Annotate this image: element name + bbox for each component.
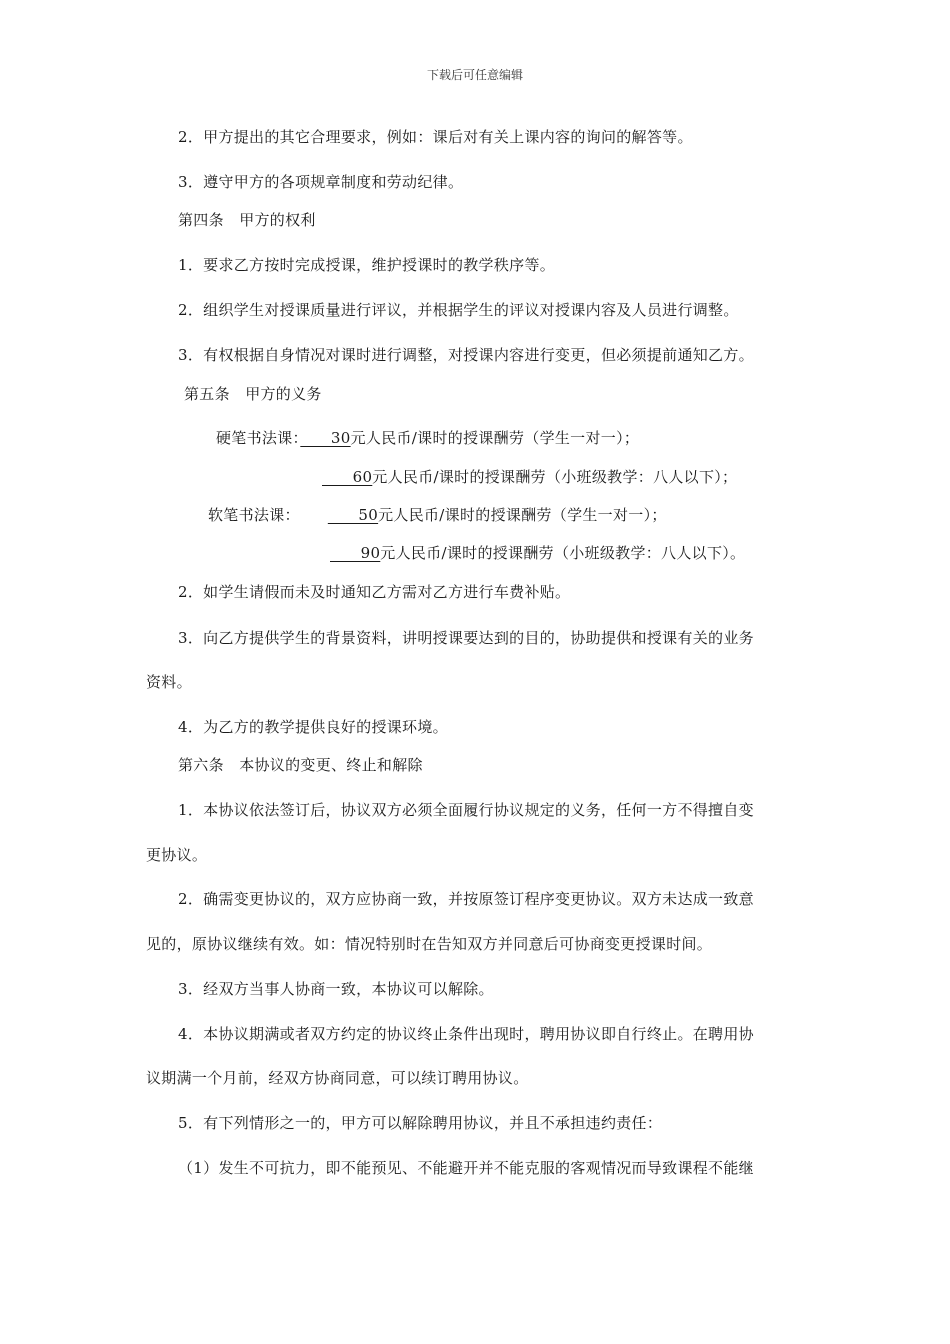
fee-text: 元人民币/课时的授课酬劳（小班级教学：八人以下）； [372,468,738,486]
fee-value: 30 [300,429,351,447]
fee-label: 硬笔书法课： [216,429,301,447]
paragraph: 5．有下列情形之一的，甲方可以解除聘用协议，并且不承担违约责任： [178,1114,663,1132]
paragraph: 议期满一个月前，经双方协商同意，可以续订聘用协议。 [146,1069,529,1087]
fee-text: 元人民币/课时的授课酬劳（学生一对一）； [378,506,667,524]
fee-row-soft-one [208,505,667,525]
paragraph: 更协议。 [146,846,208,864]
fee-text: 元人民币/课时的授课酬劳（小班级教学：八人以下）。 [380,544,746,562]
fee-row-hard-one [216,428,639,448]
paragraph: 2．确需变更协议的，双方应协商一致，并按原签订程序变更协议。双方未达成一致意 [178,890,754,908]
paragraph: 1．要求乙方按时完成授课，维护授课时的教学秩序等。 [178,256,556,274]
fee-label: 软笔书法课： [208,506,300,524]
paragraph: 2．组织学生对授课质量进行评议，并根据学生的评议对授课内容及人员进行调整。 [178,301,739,319]
paragraph: 4．为乙方的教学提供良好的授课环境。 [178,718,448,736]
paragraph: 2．如学生请假而未及时通知乙方需对乙方进行车费补贴。 [178,583,571,601]
paragraph: 4．本协议期满或者双方约定的协议终止条件出现时，聘用协议即自行终止。在聘用协 [178,1025,754,1043]
section-heading: 第六条 本协议的变更、终止和解除 [178,756,423,774]
page-header: 下载后可任意编辑 [426,68,523,82]
fee-row-hard-group [322,467,737,487]
fee-row-soft-group [330,543,745,563]
section-heading: 第五条 甲方的义务 [184,385,322,403]
paragraph: （1）发生不可抗力，即不能预见、不能避开并不能克服的客观情况而导致课程不能继 [178,1159,754,1177]
paragraph: 1．本协议依法签订后，协议双方必须全面履行协议规定的义务，任何一方不得擅自变 [178,801,754,819]
paragraph: 3．遵守甲方的各项规章制度和劳动纪律。 [178,173,464,191]
section-heading: 第四条 甲方的权利 [178,211,316,229]
paragraph: 3．有权根据自身情况对课时进行调整，对授课内容进行变更，但必须提前通知乙方。 [178,346,754,364]
paragraph: 3．经双方当事人协商一致，本协议可以解除。 [178,980,494,998]
fee-value: 90 [330,544,381,562]
paragraph: 3．向乙方提供学生的背景资料，讲明授课要达到的目的，协助提供和授课有关的业务 [178,629,754,647]
paragraph: 见的，原协议继续有效。如：情况特别时在告知双方并同意后可协商变更授课时间。 [146,935,713,953]
paragraph: 资料。 [146,673,192,691]
paragraph: 2．甲方提出的其它合理要求，例如：课后对有关上课内容的询问的解答等。 [178,128,693,146]
fee-value: 60 [322,468,373,486]
fee-value: 50 [327,506,379,524]
fee-text: 元人民币/课时的授课酬劳（学生一对一）； [350,429,640,447]
